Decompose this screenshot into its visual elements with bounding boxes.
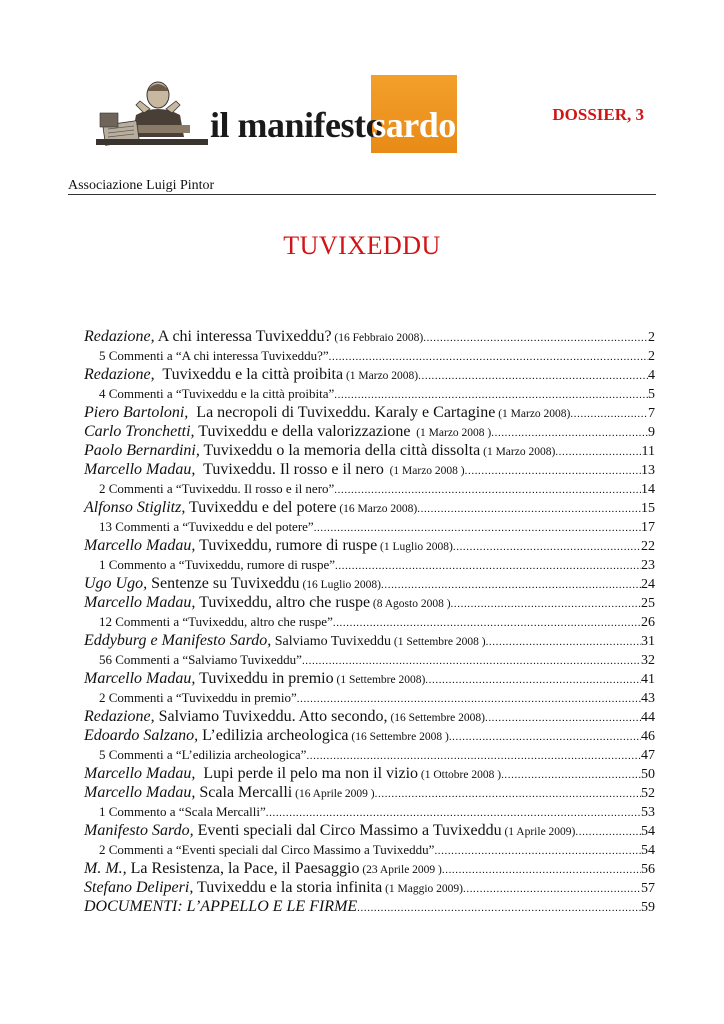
toc-page-number: 22 <box>641 539 655 554</box>
toc-entry-text <box>84 631 486 652</box>
toc-dot-leader <box>425 671 641 690</box>
toc-entry[interactable] <box>84 669 655 688</box>
dossier-label: DOSSIER, 3 <box>552 105 644 124</box>
toc-author: Edoardo Salzano, <box>84 727 199 744</box>
toc-date: (16 Luglio 2008) <box>299 579 382 591</box>
toc-entry-text <box>99 840 434 859</box>
toc-page-number: 2 <box>648 349 655 364</box>
toc-author: Piero Bartoloni, <box>84 404 189 421</box>
toc-author: Stefano Deliperi, <box>84 879 194 896</box>
toc-entry[interactable] <box>84 422 655 441</box>
toc-page-number: 32 <box>641 653 655 668</box>
toc-page-number: 59 <box>641 900 655 915</box>
toc-dot-leader <box>442 861 641 880</box>
toc-comment-text: 2 Commenti a “Tuvixeddu in premio” <box>99 690 297 705</box>
toc-page-number: 57 <box>641 881 655 896</box>
toc-date: (1 Marzo 2008) <box>343 370 419 382</box>
toc-entry[interactable] <box>84 403 655 422</box>
toc-author: Manifesto Sardo, <box>84 822 194 839</box>
toc-entry-text <box>84 327 423 348</box>
toc-comment-text: 5 Commenti a “A chi interessa Tuvixeddu?” <box>99 348 329 363</box>
toc-date: (1 Marzo 2008 ) <box>383 465 465 477</box>
association-name: Associazione Luigi Pintor <box>68 178 215 193</box>
toc-date: (1 Luglio 2008) <box>377 541 453 553</box>
toc-comment-entry[interactable] <box>84 650 655 669</box>
header-divider <box>68 194 656 195</box>
toc-title: Eventi speciali dal Circo Massimo a Tuvixeddu <box>193 822 502 839</box>
toc-entry-text <box>99 555 335 574</box>
toc-page-number: 52 <box>641 786 655 801</box>
toc-entry[interactable] <box>84 707 655 726</box>
toc-page-number: 41 <box>641 672 655 687</box>
toc-page-number: 5 <box>648 387 655 402</box>
toc-page-number: 11 <box>641 444 655 459</box>
toc-dot-leader <box>555 443 641 462</box>
toc-entry[interactable] <box>84 764 655 783</box>
toc-entry-text <box>99 802 266 821</box>
toc-dot-leader <box>375 785 641 804</box>
toc-author: M. M., <box>84 860 127 877</box>
toc-author: Alfonso Stiglitz, <box>84 499 186 516</box>
toc-dot-leader <box>575 823 641 842</box>
toc-comment-entry[interactable] <box>84 479 655 498</box>
toc-author: Redazione, <box>84 366 155 383</box>
toc-page-number: 17 <box>641 520 655 535</box>
toc-title: Tuvixeddu in premio <box>195 670 334 687</box>
toc-comment-text: 13 Commenti a “Tuvixeddu e del potere” <box>99 519 314 534</box>
toc-entry[interactable] <box>84 897 655 916</box>
toc-title: Tuvixeddu e della valorizzazione <box>194 423 411 440</box>
toc-comment-entry[interactable] <box>84 384 655 403</box>
toc-entry-text <box>84 821 575 842</box>
toc-entry-text <box>99 346 329 365</box>
toc-comment-entry[interactable] <box>84 346 655 365</box>
toc-page-number: 43 <box>641 691 655 706</box>
toc-entry-text <box>99 688 297 707</box>
toc-title: Sentenze su Tuvixeddu <box>147 575 300 592</box>
toc-entry[interactable] <box>84 821 655 840</box>
toc-entry-text <box>84 859 442 880</box>
toc-author: Marcello Madau, <box>84 784 196 801</box>
toc-date: (16 Settembre 2008) <box>387 712 485 724</box>
toc-comment-text: 2 Commenti a “Tuvixeddu. Il rosso e il nero” <box>99 481 335 496</box>
toc-dot-leader <box>501 766 641 785</box>
toc-page-number: 53 <box>641 805 655 820</box>
toc-author: Marcello Madau, <box>84 461 196 478</box>
toc-page-number: 25 <box>641 596 655 611</box>
logo-text <box>210 105 383 145</box>
toc-comment-entry[interactable] <box>84 745 655 764</box>
toc-author: Carlo Tronchetti, <box>84 423 195 440</box>
toc-comment-entry[interactable] <box>84 612 655 631</box>
toc-author: Ugo Ugo, <box>84 575 148 592</box>
toc-title: Tuvixeddu e del potere <box>185 499 337 516</box>
toc-date: (1 Aprile 2009) <box>501 826 576 838</box>
toc-dot-leader <box>449 728 641 747</box>
toc-author: Marcello Madau, <box>84 765 196 782</box>
toc-dot-leader <box>453 538 641 557</box>
toc-entry-text <box>84 897 357 916</box>
toc-comment-entry[interactable] <box>84 688 655 707</box>
toc-dot-leader <box>465 462 641 481</box>
toc-date: (16 Marzo 2008) <box>336 503 418 515</box>
toc-date: (1 Marzo 2008) <box>480 446 556 458</box>
toc-entry-text <box>84 783 375 804</box>
toc-date: (16 Settembre 2008 ) <box>348 731 449 743</box>
toc-comment-text: 1 Commento a “Tuvixeddu, rumore di ruspe” <box>99 557 336 572</box>
toc-entry[interactable] <box>84 574 655 593</box>
toc-page-number: 4 <box>648 368 655 383</box>
toc-author: Paolo Bernardini, <box>84 442 200 459</box>
toc-dot-leader <box>486 633 641 652</box>
toc-title: Tuvixeddu o la memoria della città dissolta <box>199 442 481 459</box>
toc-entry-text <box>84 498 417 519</box>
toc-page-number: 14 <box>641 482 655 497</box>
toc-entry[interactable] <box>84 631 655 650</box>
logo-word-manifesto: il manifesto <box>210 105 383 145</box>
toc-date: (16 Febbraio 2008) <box>331 332 424 344</box>
toc-dot-leader <box>357 899 641 918</box>
toc-entry-text <box>84 536 453 557</box>
toc-title: Tuvixeddu e la città proibita <box>154 366 344 383</box>
toc-comment-entry[interactable] <box>84 802 655 821</box>
toc-title: L’edilizia archeologica <box>198 727 349 744</box>
toc-date: (1 Maggio 2009) <box>382 883 463 895</box>
toc-entry-text <box>99 650 302 669</box>
toc-title: Tuvixeddu. Il rosso e il nero <box>195 461 384 478</box>
toc-entry-text <box>84 403 570 424</box>
toc-page-number: 44 <box>641 710 655 725</box>
toc-dot-leader <box>423 329 648 348</box>
toc-date: (1 Settembre 2008 ) <box>391 636 486 648</box>
toc-entry[interactable] <box>84 441 655 460</box>
toc-entry-text <box>84 460 465 481</box>
toc-author: Marcello Madau, <box>84 537 196 554</box>
toc-page-number: 56 <box>641 862 655 877</box>
toc-page-number: 26 <box>641 615 655 630</box>
toc-title: Scala Mercalli <box>195 784 293 801</box>
toc-dot-leader <box>570 405 648 424</box>
toc-entry[interactable] <box>84 460 655 479</box>
toc-page-number: 9 <box>648 425 655 440</box>
toc-date: (8 Agosto 2008 ) <box>370 598 451 610</box>
toc-entry-text <box>84 574 381 595</box>
toc-entry-text <box>84 669 425 690</box>
toc-entry[interactable] <box>84 783 655 802</box>
toc-entry-text <box>84 764 501 785</box>
toc-date: (1 Marzo 2008) <box>495 408 571 420</box>
toc-date: (1 Marzo 2008 ) <box>410 427 492 439</box>
toc-entry-text <box>84 726 449 747</box>
toc-entry-text <box>99 517 314 536</box>
toc-entry[interactable] <box>84 536 655 555</box>
toc-date: (23 Aprile 2009 ) <box>359 864 442 876</box>
toc-entry-text <box>84 878 463 899</box>
toc-title: Salviamo Tuvixeddu <box>271 634 392 649</box>
table-of-contents <box>84 327 655 916</box>
toc-entry[interactable] <box>84 726 655 745</box>
toc-page-number: 7 <box>648 406 655 421</box>
toc-date: (16 Aprile 2009 ) <box>292 788 375 800</box>
toc-comment-entry[interactable] <box>84 555 655 574</box>
toc-comment-text: 12 Commenti a “Tuvixeddu, altro che ruspe” <box>99 614 333 629</box>
toc-title: Tuvixeddu, rumore di ruspe <box>195 537 378 554</box>
toc-entry-text <box>84 593 451 614</box>
toc-dot-leader <box>434 842 641 861</box>
logo-word-sardo: sardo <box>372 105 456 145</box>
toc-title: La necropoli di Tuvixeddu. Karaly e Cartagine <box>188 404 496 421</box>
toc-author: Marcello Madau, <box>84 594 196 611</box>
toc-title: La Resistenza, la Pace, il Paesaggio <box>126 860 360 877</box>
toc-title: Tuvixeddu, altro che ruspe <box>195 594 371 611</box>
toc-page-number: 24 <box>641 577 655 592</box>
toc-entry-text <box>99 384 334 403</box>
toc-dot-leader <box>463 880 641 899</box>
toc-dot-leader <box>417 500 641 519</box>
toc-author: Marcello Madau, <box>84 670 196 687</box>
toc-entry-text <box>84 707 485 728</box>
toc-comment-text: 1 Commento a “Scala Mercalli” <box>99 804 266 819</box>
toc-page-number: 47 <box>641 748 655 763</box>
logo <box>96 75 456 157</box>
toc-page-number: 50 <box>641 767 655 782</box>
toc-title: A chi interessa Tuvixeddu? <box>154 328 332 345</box>
toc-dot-leader <box>418 367 648 386</box>
toc-entry-text <box>84 441 555 462</box>
toc-comment-text: 2 Commenti a “Eventi speciali dal Circo Massimo a Tuvixeddu” <box>99 842 435 857</box>
toc-entry[interactable] <box>84 365 655 384</box>
toc-page-number: 23 <box>641 558 655 573</box>
toc-entry[interactable] <box>84 327 655 346</box>
toc-entry[interactable] <box>84 878 655 897</box>
toc-page-number: 54 <box>641 824 655 839</box>
toc-comment-text: 4 Commenti a “Tuvixeddu e la città proibita” <box>99 386 335 401</box>
toc-entry-text <box>84 365 418 386</box>
toc-page-number: 54 <box>641 843 655 858</box>
toc-entry-text <box>84 422 491 443</box>
toc-comment-text: 56 Commenti a “Salviamo Tuvixeddu” <box>99 652 302 667</box>
toc-title: Tuvixeddu e la storia infinita <box>193 879 383 896</box>
toc-entry-text <box>99 612 333 631</box>
toc-entry[interactable] <box>84 498 655 517</box>
toc-dot-leader <box>485 709 641 728</box>
toc-date: (1 Settembre 2008) <box>333 674 426 686</box>
toc-author: Redazione, <box>84 708 155 725</box>
toc-page-number: 46 <box>641 729 655 744</box>
toc-page-number: 13 <box>641 463 655 478</box>
toc-author: DOCUMENTI: L’APPELLO E LE FIRME <box>84 898 358 915</box>
logo-illustration <box>96 75 208 157</box>
toc-date: (1 Ottobre 2008 ) <box>418 769 502 781</box>
toc-comment-entry[interactable] <box>84 840 655 859</box>
toc-comment-entry[interactable] <box>84 517 655 536</box>
document-title: TUVIXEDDU <box>283 231 441 260</box>
toc-comment-text: 5 Commenti a “L’edilizia archeologica” <box>99 747 307 762</box>
toc-page-number: 31 <box>641 634 655 649</box>
toc-entry-text <box>99 479 334 498</box>
toc-page-number: 15 <box>641 501 655 516</box>
toc-title: Lupi perde il pelo ma non il vizio <box>195 765 419 782</box>
toc-title: Salviamo Tuvixeddu. Atto secondo, <box>154 708 388 725</box>
toc-entry[interactable] <box>84 593 655 612</box>
toc-dot-leader <box>451 595 641 614</box>
toc-author: Redazione, <box>84 328 155 345</box>
toc-entry-text <box>99 745 306 764</box>
toc-entry[interactable] <box>84 859 655 878</box>
toc-page-number: 2 <box>648 330 655 345</box>
toc-author: Eddyburg e Manifesto Sardo, <box>84 632 272 649</box>
